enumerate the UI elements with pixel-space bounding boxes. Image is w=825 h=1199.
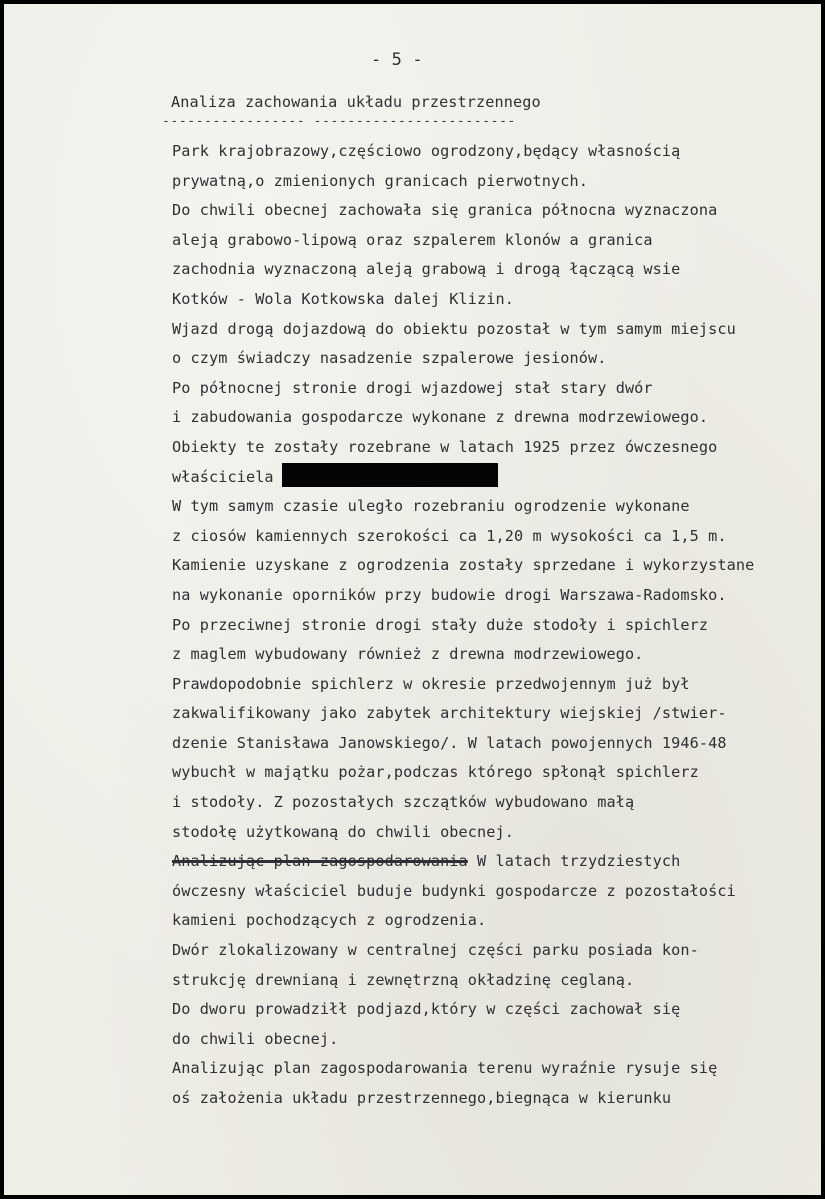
redaction-block [282,463,498,487]
text-line: z ciosów kamiennych szerokości ca 1,20 m wysokości ca 1,5 m. [172,526,727,545]
text-line-with-strikeout [172,847,821,877]
text-line: kamieni pochodzących z ogrodzenia. [172,911,487,930]
text-line: do chwili obecnej. [172,1029,339,1048]
text-line: Analizując plan zagospodarowania terenu wyraźnie rysuje się [172,1059,718,1078]
text-line: zachodnia wyznaczoną aleją grabową i drogą łączącą wsie [172,260,681,279]
page-number: - 5 - [371,50,423,70]
text-line: wybuchł w majątku pożar,podczas którego spłonął spichlerz [172,763,699,782]
text-line: Wjazd drogą dojazdową do obiektu pozostał w tym samym miejscu [172,319,736,338]
text-line: Kotków - Wola Kotkowska dalej Klizin. [172,289,515,308]
body-text [172,137,821,1114]
text-line: zakwalifikowany jako zabytek architektury wiejskiej /stwier- [172,704,727,723]
text-line: Prawdopodobnie spichlerz w okresie przedwojennym już był [172,674,690,693]
text-line: z maglem wybudowany również z drewna modrzewiowego. [172,645,644,664]
text-line: prywatną,o zmienionych granicach pierwotnych. [172,171,588,190]
text-line: W tym samym czasie uległo rozebraniu ogrodzenie wykonane [172,497,690,516]
text-line: Dwór zlokalizowany w centralnej części parku posiada kon- [172,941,699,960]
text-line: Do dworu prowadziłł podjazd,który w części zachował się [172,1000,681,1019]
text-line: Po północnej stronie drogi wjazdowej stał stary dwór [172,378,653,397]
text-line: aleją grabowo-lipową oraz szpalerem klonów a granica [172,230,653,249]
struck-text: Analizując plan zagospodarowania [172,852,468,871]
text-line: na wykonanie oporników przy budowie drogi Warszawa-Radomsko. [172,585,727,604]
document-page [4,4,821,1195]
text-line: i stodoły. Z pozostałych szczątków wybudowano małą [172,793,635,812]
text-fragment: właściciela [172,467,274,486]
text-line-with-redaction [172,463,821,493]
section-heading: Analiza zachowania układu przestrzennego [171,93,541,111]
text-line: i zabudowania gospodarcze wykonane z drewna modrzewiowego. [172,408,709,427]
text-line: Do chwili obecnej zachowała się granica północna wyznaczona [172,201,718,220]
text-line: ówczesny właściciel buduje budynki gospodarcze z pozostałości [172,881,736,900]
text-line: dzenie Stanisława Janowskiego/. W latach powojennych 1946-48 [172,733,727,752]
text-line: Po przeciwnej stronie drogi stały duże stodoły i spichlerz [172,615,709,634]
text-line: stodołę użytkowaną do chwili obecnej. [172,822,515,841]
text-line: o czym świadczy nasadzenie szpalerowe jesionów. [172,349,607,368]
text-line: strukcję drewnianą i zewnętrzną okładzinę ceglaną. [172,970,635,989]
text-fragment: W latach trzydziestych [477,852,681,871]
text-line: Obiekty te zostały rozebrane w latach 1925 przez ówczesnego [172,437,718,456]
text-line: Kamienie uzyskane z ogrodzenia zostały sprzedane i wykorzystane [172,556,755,575]
text-line: oś założenia układu przestrzennego,biegnąca w kierunku [172,1089,672,1107]
text-line: Park krajobrazowy,częściowo ogrodzony,będący własnością [172,142,681,160]
heading-underline: ----------------- ------------------------ [162,114,516,129]
